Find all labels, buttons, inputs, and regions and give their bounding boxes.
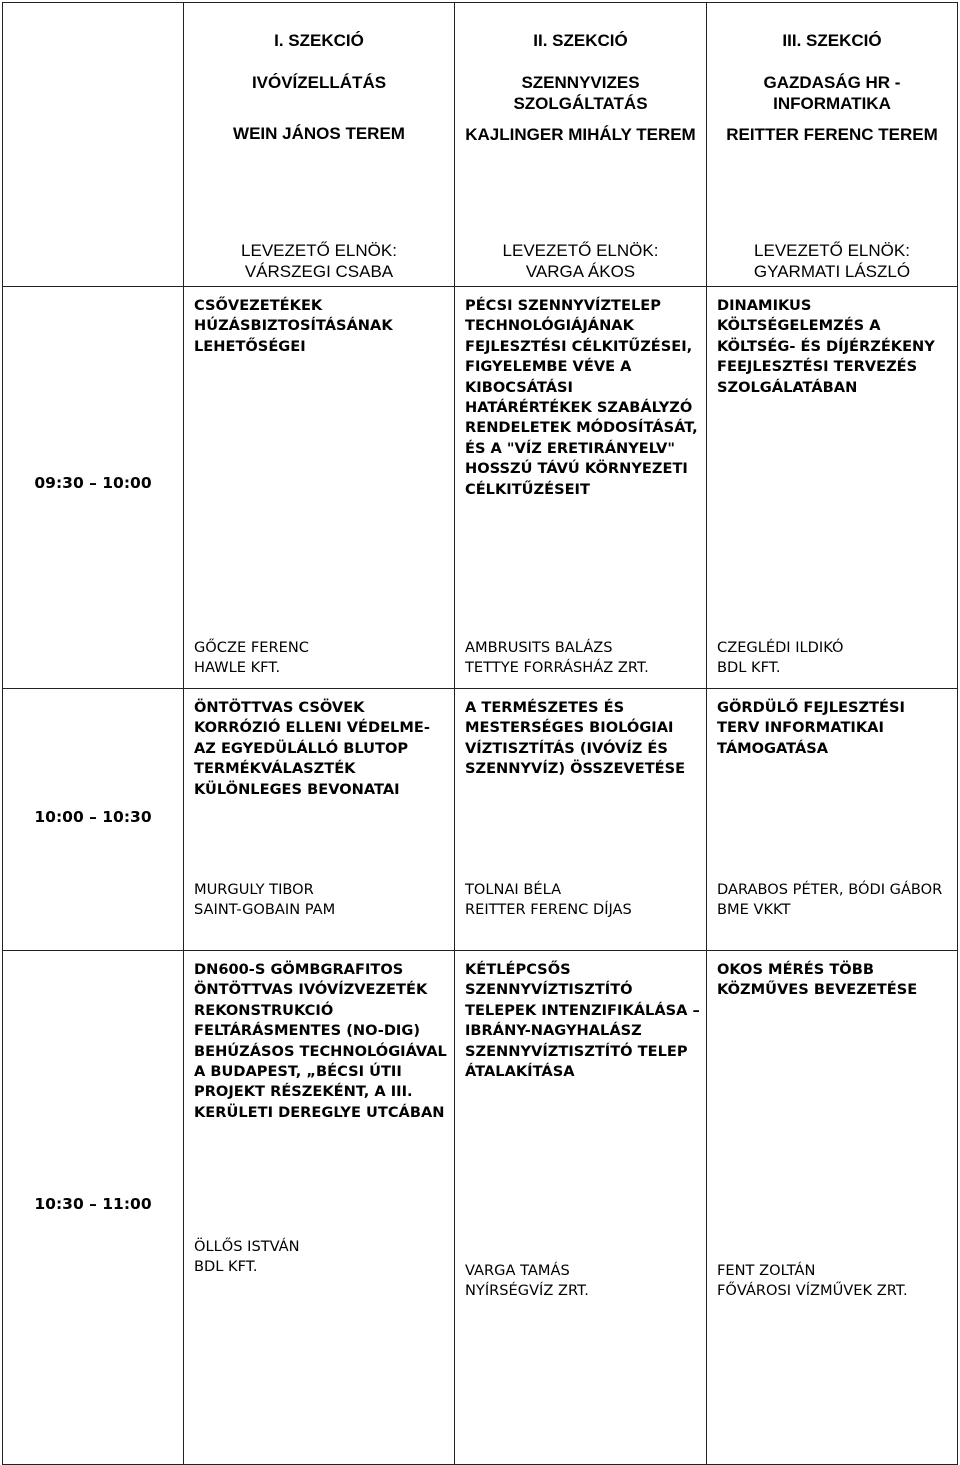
talk-speaker — [465, 638, 700, 679]
talk-speaker — [465, 1261, 700, 1302]
speaker-name: MURGULY TIBOR — [194, 881, 314, 898]
talk-title: KÉTLÉPCSŐS SZENNYVÍZTISZTÍTÓ TELEPEK INTENZIFIKÁLÁSA – IBRÁNY-NAGYHALÁSZ SZENNYVÍZTISZTÍTÓ TELEP ÁTALAKÍTÁSA — [465, 961, 700, 1081]
speaker-name: FENT ZOLTÁN — [717, 1262, 816, 1279]
speaker-name: VARGA TAMÁS — [465, 1262, 570, 1279]
header-corner-cell — [3, 3, 184, 287]
talk-speaker — [194, 1237, 448, 1278]
slot-time: 10:00 – 10:30 — [34, 808, 152, 826]
chair-label: LEVEZETŐ ELNÖK: — [502, 241, 659, 260]
speaker-org: TETTYE FORRÁSHÁZ ZRT. — [465, 659, 649, 677]
chair-name: VARGA ÁKOS — [525, 262, 636, 281]
speaker-name: AMBRUSITS BALÁZS — [465, 639, 613, 656]
talk-speaker — [194, 638, 448, 679]
talk-cell — [707, 287, 958, 689]
speaker-name: DARABOS PÉTER, BÓDI GÁBOR — [717, 881, 943, 898]
talk-title: DN600-S GÖMBGRAFITOS ÖNTÖTTVAS IVÓVÍZVEZETÉK REKONSTRUKCIÓ FELTÁRÁSMENTES (NO-DIG) BEHÚZÁSOS TECHNOLÓGIÁVAL A BUDAPEST, „BÉCSI ÚTII PROJEKT RÉSZEKÉNT, A III. KERÜLETI DEREGLYE UTCÁBAN — [194, 961, 447, 1121]
talk-title: CSŐVEZETÉKEK HÚZÁSBIZTOSÍTÁSÁNAK LEHETŐSÉGEI — [194, 297, 393, 355]
speaker-org: FŐVÁROSI VÍZMŰVEK ZRT. — [717, 1282, 908, 1300]
chair-label: LEVEZETŐ ELNÖK: — [754, 241, 910, 260]
speaker-org: NYÍRSÉGVÍZ ZRT. — [465, 1282, 589, 1300]
talk-cell — [184, 287, 455, 689]
speaker-org: BDL KFT. — [717, 659, 781, 677]
program-table — [2, 2, 958, 1465]
speaker-org: HAWLE KFT. — [194, 659, 281, 677]
section-header-3 — [707, 3, 958, 287]
section-chair — [184, 240, 454, 282]
speaker-org: REITTER FERENC DÍJAS — [465, 901, 632, 919]
section-topic: GAZDASÁG HR - INFORMATIKA — [763, 73, 901, 113]
talk-speaker — [194, 880, 448, 921]
section-chair — [455, 240, 706, 282]
talk-cell — [707, 689, 958, 951]
section-room: REITTER FERENC TEREM — [726, 125, 938, 144]
speaker-name: TOLNAI BÉLA — [465, 881, 562, 898]
section-room: KAJLINGER MIHÁLY TEREM — [465, 125, 696, 144]
talk-speaker — [717, 638, 951, 679]
section-topic: IVÓVÍZELLÁTÁS — [251, 73, 387, 92]
speaker-org: SAINT-GOBAIN PAM — [194, 901, 336, 919]
chair-name: VÁRSZEGI CSABA — [244, 262, 394, 281]
talk-speaker — [465, 880, 700, 921]
slot-time: 10:30 – 11:00 — [34, 1195, 152, 1213]
speaker-name: ÖLLŐS ISTVÁN — [194, 1238, 300, 1255]
talk-speaker — [717, 1261, 951, 1302]
speaker-org: BME VKKT — [717, 901, 791, 919]
section-header-1 — [184, 3, 455, 287]
talk-cell — [184, 951, 455, 1465]
talk-title: A TERMÉSZETES ÉS MESTERSÉGES BIOLÓGIAI VÍZTISZTÍTÁS (IVÓVÍZ ÉS SZENNYVÍZ) ÖSSZEVETÉSE — [465, 699, 686, 778]
talk-title: OKOS MÉRÉS TÖBB KÖZMŰVES BEVEZETÉSE — [717, 961, 918, 999]
time-cell — [3, 689, 184, 951]
slot-row — [3, 287, 958, 689]
talk-title: PÉCSI SZENNYVÍZTELEP TECHNOLÓGIÁJÁNAK FEJLESZTÉSI CÉLKITŰZÉSEI, FIGYELEMBE VÉVE A KIBOCSÁTÁSI HATÁRÉRTÉKEK SZABÁLYZÓ RENDELETEK MÓDOSÍTÁSÁT, ÉS A "VÍZ ERETIRÁNYELV" HOSSZÚ TÁVÚ KÖRNYEZETI CÉLKITŰZÉSEIT — [465, 297, 698, 498]
section-header-2 — [455, 3, 707, 287]
time-cell — [3, 287, 184, 689]
talk-title: DINAMIKUS KÖLTSÉGELEMZÉS A KÖLTSÉG- ÉS DÍJÉRZÉKENY FEEJLESZTÉSI TERVEZÉS SZOLGÁLATÁBAN — [717, 297, 935, 396]
section-room: WEIN JÁNOS TEREM — [233, 124, 405, 143]
time-cell — [3, 951, 184, 1465]
slot-time: 09:30 – 10:00 — [34, 474, 152, 492]
speaker-name: GŐCZE FERENC — [194, 639, 309, 656]
section-chair — [707, 240, 957, 282]
talk-cell — [184, 689, 455, 951]
chair-label: LEVEZETŐ ELNÖK: — [241, 241, 397, 260]
speaker-name: CZEGLÉDI ILDIKÓ — [717, 639, 844, 656]
section-number: II. SZEKCIÓ — [533, 31, 628, 50]
section-number: I. SZEKCIÓ — [274, 31, 364, 50]
slot-row — [3, 689, 958, 951]
talk-cell — [455, 287, 707, 689]
section-topic: SZENNYVIZES SZOLGÁLTATÁS — [513, 73, 648, 113]
talk-title: ÖNTÖTTVAS CSÖVEK KORRÓZIÓ ELLENI VÉDELME- AZ EGYEDÜLÁLLÓ BLUTOP TERMÉKVÁLASZTÉK KÜLÖNLEGES BEVONATAI — [194, 699, 430, 798]
slot-row — [3, 951, 958, 1465]
talk-cell — [455, 951, 707, 1465]
talk-cell — [707, 951, 958, 1465]
speaker-org: BDL KFT. — [194, 1258, 258, 1276]
talk-speaker — [717, 880, 951, 921]
chair-name: GYARMATI LÁSZLÓ — [753, 262, 911, 281]
header-row — [3, 3, 958, 287]
section-number: III. SZEKCIÓ — [782, 31, 882, 50]
talk-title: GÖRDÜLŐ FEJLESZTÉSI TERV INFORMATIKAI TÁMOGATÁSA — [717, 699, 905, 757]
talk-cell — [455, 689, 707, 951]
